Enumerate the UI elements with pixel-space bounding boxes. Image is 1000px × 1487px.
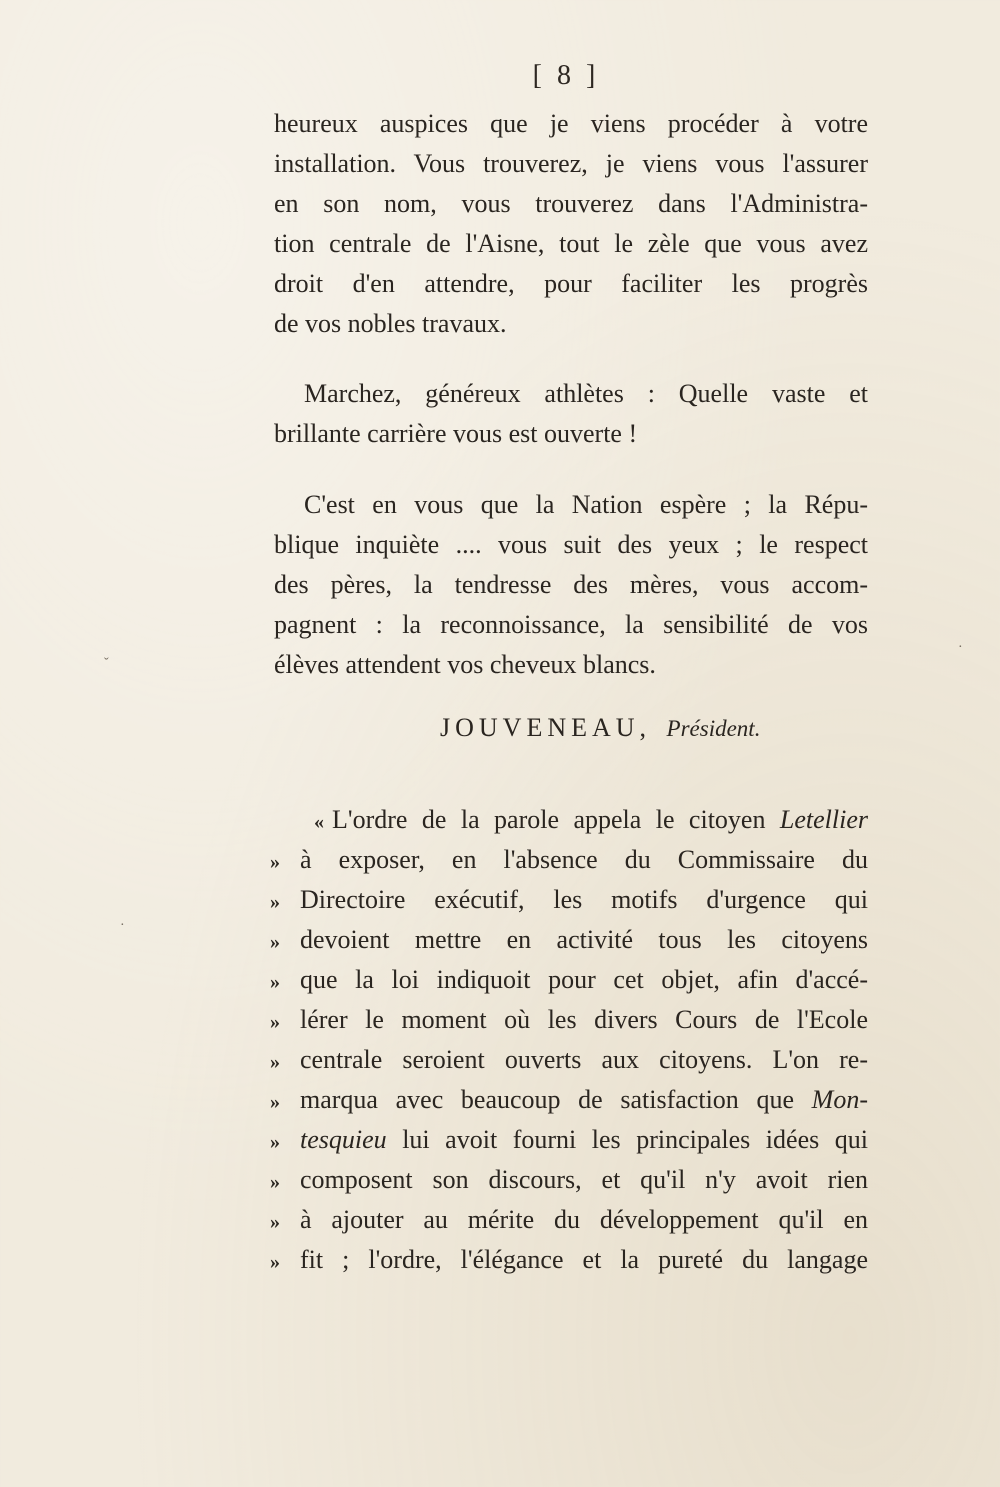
text-line: brillante carrière vous est ouverte ! [274,419,638,448]
text-run: lérer le moment où les divers Cours de l'Ecole [300,1005,868,1034]
quotation-line [270,880,868,920]
text-run: que la loi indiquoit pour cet objet, afin d'accé- [300,965,868,994]
italic-name: Mon- [811,1085,868,1114]
italic-name: tesquieu [300,1125,387,1154]
paragraph-athletes [274,374,868,454]
quotation-text [300,1000,868,1040]
text-run: centrale seroient ouverts aux citoyens. L'on re- [300,1045,868,1074]
text-line: élèves attendent vos cheveux blancs. [274,650,656,679]
quote-mark: » [270,1251,280,1273]
quote-mark: » [270,1131,280,1153]
quote-mark: » [270,851,280,873]
text-run: fit ; l'ordre, l'élégance et la pureté du langage [300,1245,868,1274]
quotation-line [270,1240,868,1280]
quote-mark: » [270,1171,280,1193]
text-run: composent son discours, et qu'il n'y avoit rien [300,1165,868,1194]
quotation-line [270,1160,868,1200]
text-line: Marchez, généreux athlètes : Quelle vaste et [304,379,868,408]
quotation-block [270,800,868,1280]
quotation-text [300,1240,868,1280]
text-line: droit d'en attendre, pour faciliter les progrès [274,269,868,298]
text-line: tion centrale de l'Aisne, tout le zèle que vous avez [274,229,868,258]
quotation-text [300,1080,868,1120]
italic-name: Letellier [779,805,868,834]
text-line: de vos nobles travaux. [274,309,507,338]
paragraph-nation [274,485,868,685]
quote-mark: » [270,1211,280,1233]
quote-mark: » [270,1051,280,1073]
text-line: pagnent : la reconnoissance, la sensibilité de vos [274,610,868,639]
text-run: marqua avec beaucoup de satisfaction que [300,1085,812,1114]
text-line: C'est en vous que la Nation espère ; la Répu- [304,490,868,519]
quotation-line [270,1200,868,1240]
quotation-text [300,1160,868,1200]
text-line: blique inquiète .... vous suit des yeux ; le respect [274,530,868,559]
text-run: lui avoit fourni les principales idées qui [386,1125,868,1154]
quotation-line [270,840,868,880]
text-run: Directoire exécutif, les motifs d'urgence qui [300,885,868,914]
text-line: en son nom, vous trouverez dans l'Administra- [274,189,868,218]
text-run: à exposer, en l'absence du Commissaire du [300,845,868,874]
quote-mark: » [270,931,280,953]
quote-mark: » [270,1091,280,1113]
quotation-text [300,920,868,960]
text-run: à ajouter au mérite du développement qu'il en [300,1205,868,1234]
quotation-line [270,960,868,1000]
quotation-line [270,1080,868,1120]
quote-mark: » [270,971,280,993]
quotation-line [270,1000,868,1040]
text-run: devoient mettre en activité tous les citoyens [300,925,868,954]
quotation-line [270,920,868,960]
text-line: installation. Vous trouverez, je viens vous l'assurer [274,149,868,178]
quotation-text [332,800,868,840]
quotation-text [300,1200,868,1240]
quotation-line [270,1120,868,1160]
paper-speck: · [958,640,963,655]
quotation-text [300,1040,868,1080]
quotation-text [300,1120,868,1160]
text-line: des pères, la tendresse des mères, vous accom- [274,570,868,599]
signature-name: JOUVENEAU, [440,713,652,742]
paragraph-installation [274,104,868,344]
quotation-text [300,880,868,920]
quotation-text [300,960,868,1000]
page-number: [ 8 ] [532,60,600,91]
paper-speck: · [120,918,125,933]
text-line: heureux auspices que je viens procéder à votre [274,109,868,138]
quotation-line [270,800,868,840]
quote-mark: » [270,1011,280,1033]
quote-mark: « [314,811,324,833]
paper-speck: ˇ [104,656,109,671]
quotation-text [300,840,868,880]
text-run: L'ordre de la parole appela le citoyen [332,805,780,834]
quote-mark: » [270,891,280,913]
quotation-line [270,1040,868,1080]
signature-title: Président. [666,716,761,741]
signature [440,708,760,749]
